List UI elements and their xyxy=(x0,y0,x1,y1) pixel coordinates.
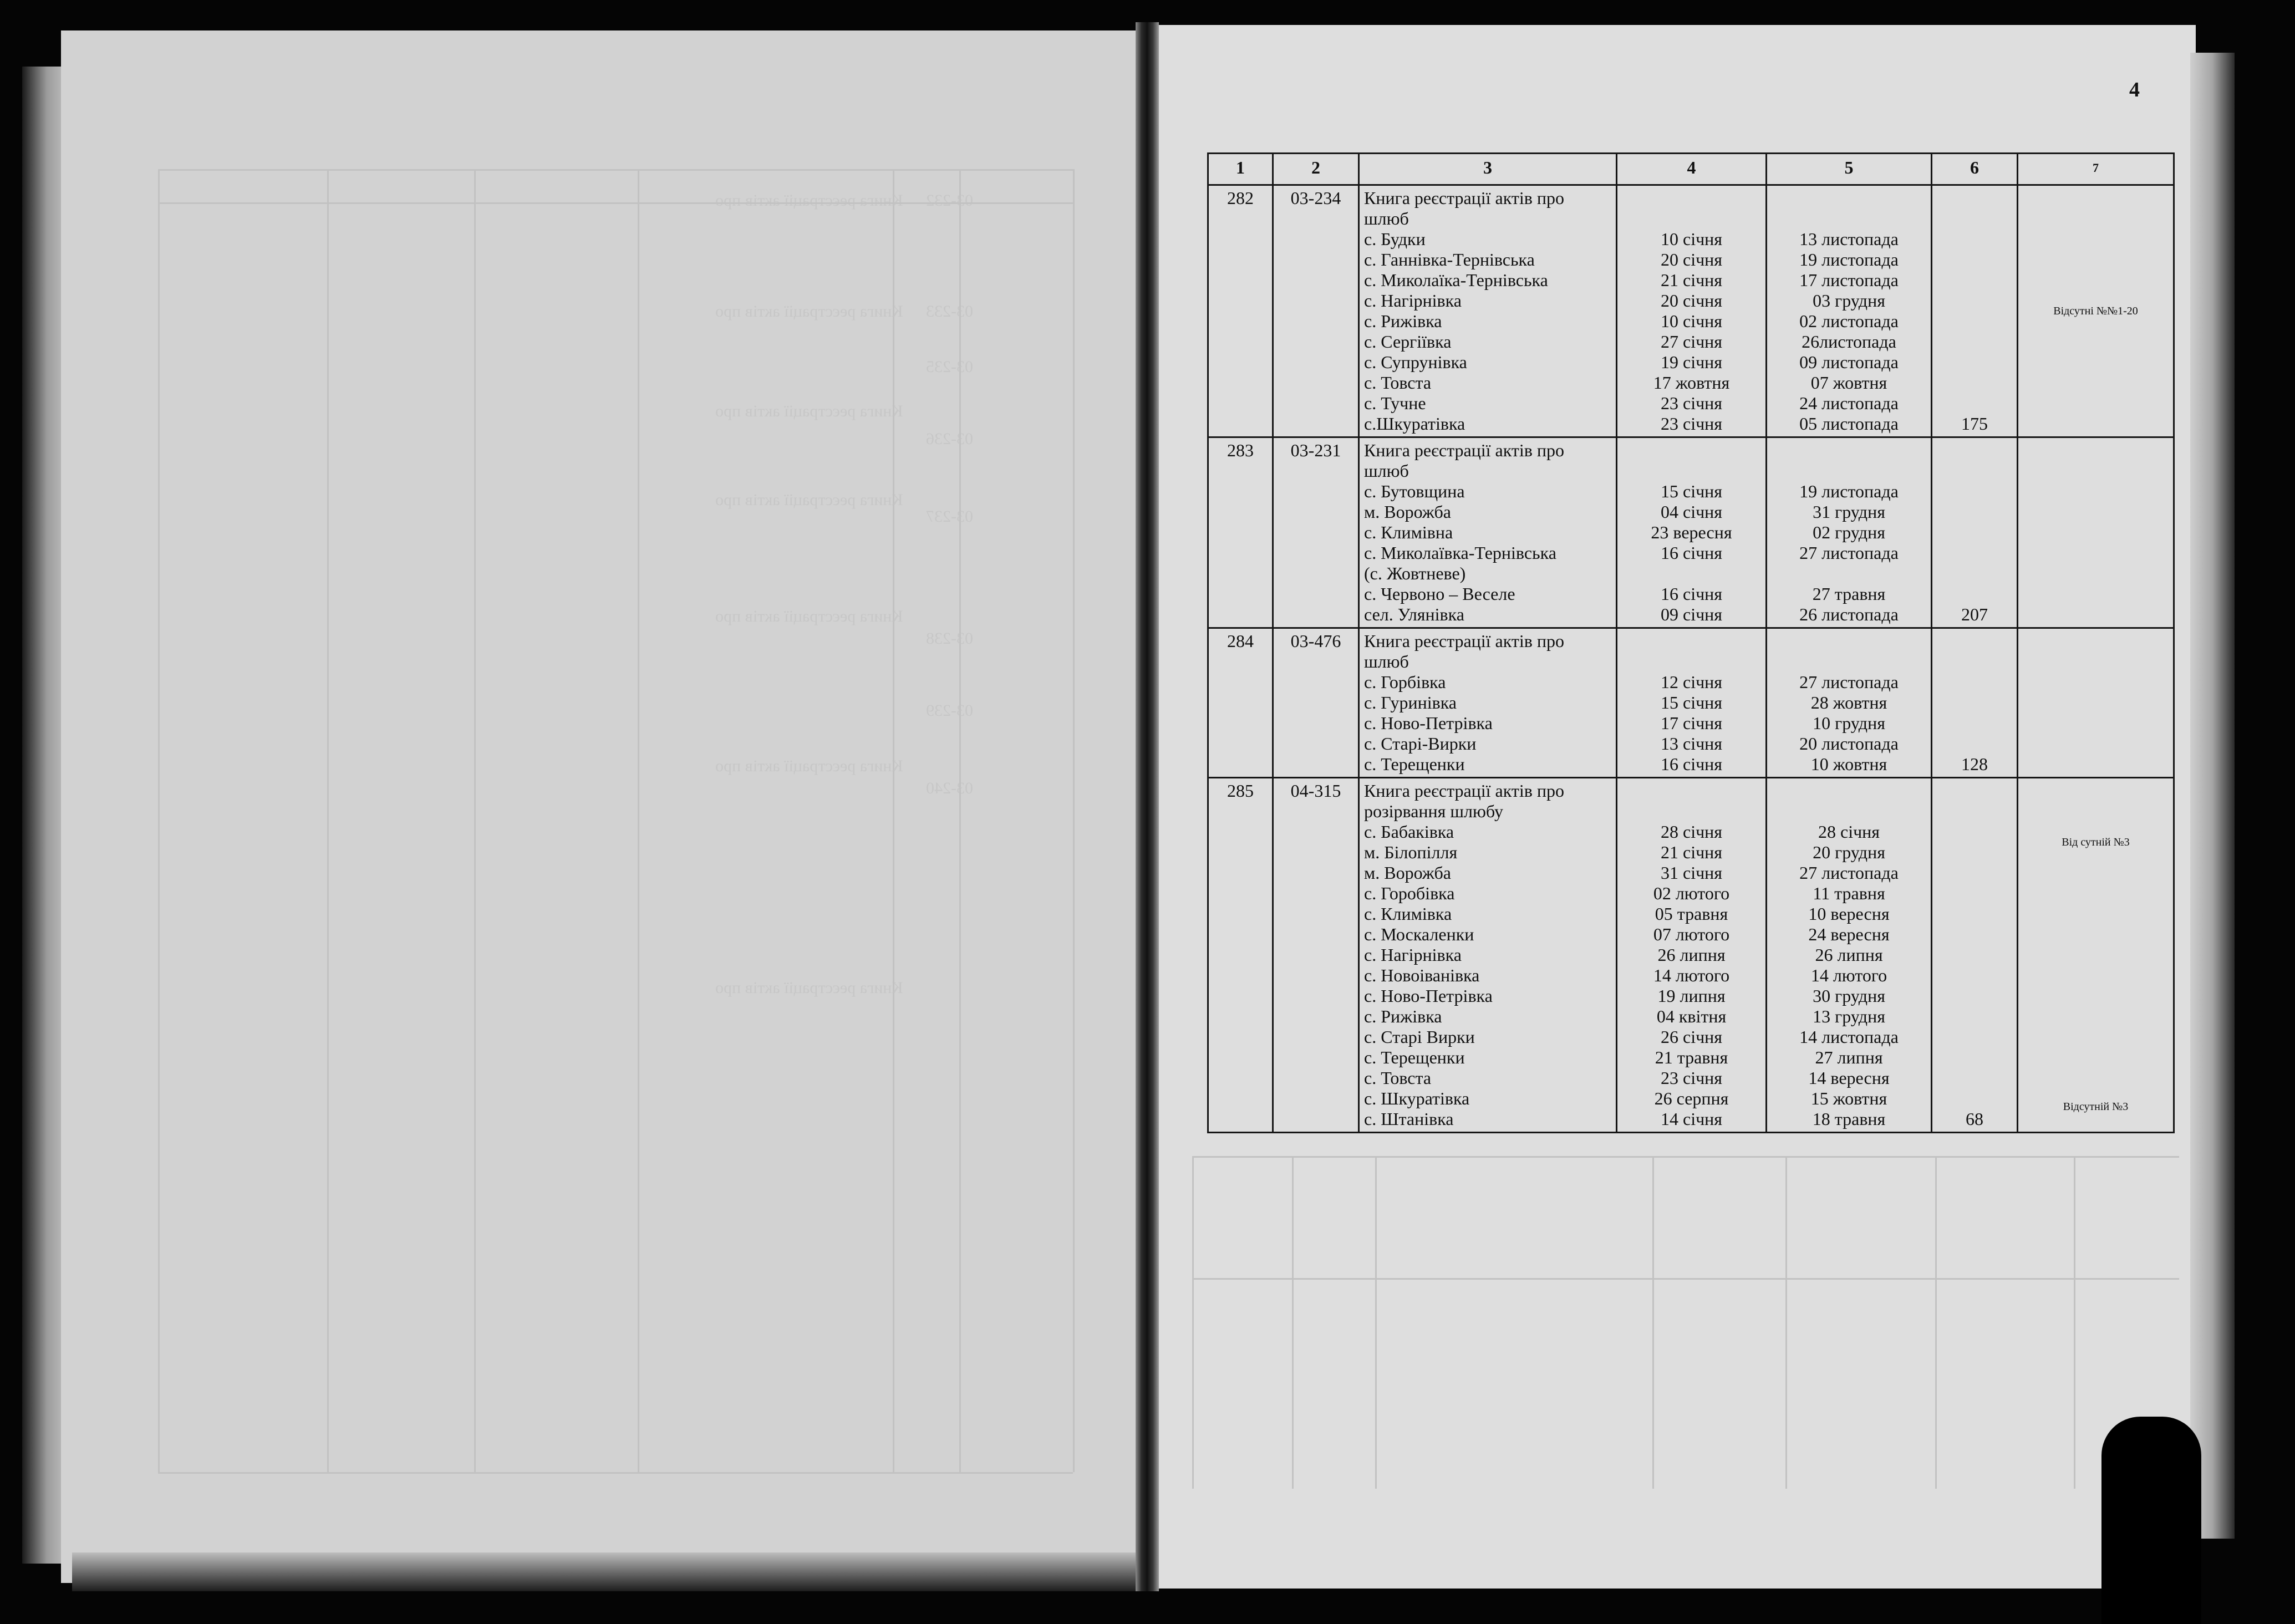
start-date: 04 січня xyxy=(1660,502,1723,522)
start-date: 14 лютого xyxy=(1653,965,1730,985)
thumb-shadow xyxy=(2101,1417,2201,1624)
ghost-rule xyxy=(893,169,894,1472)
ghost-entry: Книга реєстрації актів про xyxy=(715,191,903,210)
end-date: 14 листопада xyxy=(1799,1027,1899,1047)
ghost-rule xyxy=(1935,1156,1937,1489)
start-date: 19 січня xyxy=(1660,352,1723,372)
village-name: с. Старі Вирки xyxy=(1364,1027,1475,1047)
start-date: 05 травня xyxy=(1655,904,1728,924)
start-date: 16 січня xyxy=(1660,543,1723,563)
book-spine xyxy=(1136,22,1159,1591)
ghost-rule xyxy=(1073,169,1075,1472)
record-number: 283 xyxy=(1227,440,1254,460)
book-title: Книга реєстрації актів про розірвання шлюбу xyxy=(1364,781,1564,821)
village-name: с. Терещенки xyxy=(1364,754,1465,774)
ghost-number: 03-240 xyxy=(926,779,973,797)
ghost-rule xyxy=(474,169,476,1472)
start-date: 15 січня xyxy=(1660,481,1723,501)
page-number: 4 xyxy=(2129,78,2140,101)
village-name: с. Бабаківка xyxy=(1364,822,1454,842)
line-spacer xyxy=(1772,631,1926,672)
ghost-entry: Книга реєстрації актів про xyxy=(715,757,903,775)
village-name: с. Рижівка xyxy=(1364,311,1442,331)
start-date: 26 липня xyxy=(1657,945,1726,965)
village-name: с. Москаленки xyxy=(1364,924,1474,944)
end-date: 02 грудня xyxy=(1813,522,1885,542)
village-name: м. Білопілля xyxy=(1364,842,1458,862)
start-date: 21 січня xyxy=(1660,270,1723,290)
village-name: с. Червоно – Веселе xyxy=(1364,584,1515,604)
start-date-cell xyxy=(1617,185,1767,437)
col-header: 1 xyxy=(1208,154,1273,185)
end-date: 31 грудня xyxy=(1813,502,1885,522)
record-number: 285 xyxy=(1227,781,1254,801)
fund-code: 03-476 xyxy=(1290,631,1341,651)
record-number: 284 xyxy=(1227,631,1254,651)
left-page xyxy=(61,30,1142,1583)
start-date: 16 січня xyxy=(1660,584,1723,604)
fund-cell xyxy=(1273,778,1359,1133)
ghost-rule xyxy=(1785,1156,1787,1489)
village-name: с. Шкуратівка xyxy=(1364,1088,1470,1108)
sheet-count: 175 xyxy=(1961,414,1988,434)
village-name: с. Ново-Петрівка xyxy=(1364,986,1493,1006)
ghost-entry: Книга реєстрації актів про xyxy=(715,302,903,320)
note-text: Відсутній №3 xyxy=(2063,1100,2129,1113)
ghost-rule xyxy=(1652,1156,1654,1489)
end-date: 19 листопада xyxy=(1799,250,1899,269)
start-date: 23 січня xyxy=(1660,414,1723,434)
start-date: 21 січня xyxy=(1660,842,1723,862)
village-name: м. Ворожба xyxy=(1364,863,1451,883)
description-cell xyxy=(1359,437,1617,628)
start-date: 31 січня xyxy=(1660,863,1723,883)
table-row xyxy=(1208,437,2174,628)
sheet-count: 128 xyxy=(1961,754,1988,774)
start-date: 19 липня xyxy=(1657,986,1726,1006)
end-date: 14 вересня xyxy=(1808,1068,1890,1088)
ghost-rule xyxy=(1192,1278,2179,1280)
end-date: 26листопада xyxy=(1802,332,1896,352)
end-date: 18 травня xyxy=(1812,1109,1886,1129)
line-spacer xyxy=(1622,781,1761,822)
ghost-rule xyxy=(638,169,639,1472)
description-cell xyxy=(1359,778,1617,1133)
start-date: 28 січня xyxy=(1660,822,1723,842)
end-date-cell xyxy=(1767,778,1932,1133)
ghost-rule xyxy=(158,1472,1073,1474)
village-name: с. Тучне xyxy=(1364,393,1426,413)
col-header: 4 xyxy=(1617,154,1767,185)
book-title: Книга реєстрації актів про шлюб xyxy=(1364,188,1564,228)
ghost-rule xyxy=(327,169,329,1472)
end-date: 10 жовтня xyxy=(1810,754,1887,774)
table-header-row xyxy=(1208,154,2174,185)
left-page-bottom-edge xyxy=(72,1552,1153,1591)
line-spacer xyxy=(1772,188,1926,229)
ghost-number: 03-238 xyxy=(926,629,973,648)
book-title: Книга реєстрації актів про шлюб xyxy=(1364,631,1564,671)
end-date-cell xyxy=(1767,437,1932,628)
note-text: Відсутні №№1-20 xyxy=(2053,304,2138,317)
line-spacer xyxy=(1622,188,1761,229)
start-date: 17 жовтня xyxy=(1653,373,1730,393)
sheet-count: 207 xyxy=(1961,604,1988,624)
col-header: 2 xyxy=(1273,154,1359,185)
ghost-rule xyxy=(158,169,1073,171)
start-date: 09 січня xyxy=(1660,604,1723,624)
end-date: 07 жовтня xyxy=(1810,373,1887,393)
end-date: 28 жовтня xyxy=(1810,693,1887,712)
note-cell xyxy=(2018,437,2174,628)
ghost-rule xyxy=(1292,1156,1294,1489)
col-header: 6 xyxy=(1932,154,2018,185)
end-date xyxy=(1772,563,1926,584)
ghost-rule xyxy=(1375,1156,1377,1489)
end-date: 27 листопада xyxy=(1799,543,1899,563)
village-name: с. Горобівка xyxy=(1364,883,1455,903)
village-name: с. Климівка xyxy=(1364,904,1452,924)
sheet-count-cell xyxy=(1932,778,2018,1133)
end-date: 19 листопада xyxy=(1799,481,1899,501)
start-date-cell xyxy=(1617,628,1767,778)
end-date: 24 вересня xyxy=(1808,924,1890,944)
village-name: с. Сергіївка xyxy=(1364,332,1452,352)
village-name: с. Старі-Вирки xyxy=(1364,734,1477,754)
village-name: с. Бутовщина xyxy=(1364,481,1465,501)
village-name: с. Ново-Петрівка xyxy=(1364,713,1493,733)
start-date: 10 січня xyxy=(1660,311,1723,331)
end-date: 27 травня xyxy=(1812,584,1886,604)
start-date: 16 січня xyxy=(1660,754,1723,774)
col-header: 3 xyxy=(1359,154,1617,185)
end-date: 13 листопада xyxy=(1799,229,1899,249)
ghost-entry: Книга реєстрації актів про xyxy=(715,402,903,420)
start-date: 23 січня xyxy=(1660,393,1723,413)
record-number-cell xyxy=(1208,628,1273,778)
fund-code: 03-234 xyxy=(1290,188,1341,208)
note-text: Від сутній №3 xyxy=(2062,836,2130,848)
end-date: 27 листопада xyxy=(1799,672,1899,692)
end-date: 26 листопада xyxy=(1799,604,1899,624)
ghost-rule xyxy=(1192,1156,2179,1158)
line-spacer xyxy=(1622,440,1761,481)
end-date: 26 липня xyxy=(1815,945,1883,965)
record-number-cell xyxy=(1208,778,1273,1133)
description-cell xyxy=(1359,185,1617,437)
end-date: 27 липня xyxy=(1815,1047,1883,1067)
village-name: с. Терещенки xyxy=(1364,1047,1465,1067)
village-name: с. Штанівка xyxy=(1364,1109,1454,1129)
book-title: Книга реєстрації актів про шлюб xyxy=(1364,440,1564,481)
description-cell xyxy=(1359,628,1617,778)
start-date: 27 січня xyxy=(1660,332,1723,352)
start-date: 13 січня xyxy=(1660,734,1723,754)
start-date: 07 лютого xyxy=(1653,924,1730,944)
fund-cell xyxy=(1273,628,1359,778)
end-date: 03 грудня xyxy=(1813,291,1885,310)
start-date: 23 січня xyxy=(1660,1068,1723,1088)
village-name: с. Будки xyxy=(1364,229,1426,249)
end-date: 20 грудня xyxy=(1813,842,1885,862)
fund-cell xyxy=(1273,185,1359,437)
register-table xyxy=(1207,152,2175,1133)
start-date: 02 лютого xyxy=(1653,883,1730,903)
start-date: 20 січня xyxy=(1660,250,1723,269)
village-name: с. Рижівка xyxy=(1364,1006,1442,1026)
start-date: 23 вересня xyxy=(1651,522,1732,542)
end-date: 11 травня xyxy=(1813,883,1885,903)
end-date: 10 вересня xyxy=(1808,904,1890,924)
line-spacer xyxy=(1622,631,1761,672)
end-date-cell xyxy=(1767,185,1932,437)
end-date: 09 листопада xyxy=(1799,352,1899,372)
right-page-edge xyxy=(2190,53,2235,1539)
start-date: 20 січня xyxy=(1660,291,1723,310)
end-date: 15 жовтня xyxy=(1810,1088,1887,1108)
village-name: сел. Улянівка xyxy=(1364,604,1464,624)
ghost-number: 03-233 xyxy=(926,302,973,320)
fund-code: 04-315 xyxy=(1290,781,1341,801)
start-date: 17 січня xyxy=(1660,713,1723,733)
end-date: 05 листопада xyxy=(1799,414,1899,434)
col-header: 5 xyxy=(1767,154,1932,185)
ghost-number: 03-235 xyxy=(926,358,973,376)
record-number-cell xyxy=(1208,185,1273,437)
ghost-entry: Книга реєстрації актів про xyxy=(715,979,903,997)
start-date: 10 січня xyxy=(1660,229,1723,249)
start-date-cell xyxy=(1617,778,1767,1133)
note-cell xyxy=(2018,628,2174,778)
line-spacer xyxy=(1772,781,1926,822)
start-date: 21 травня xyxy=(1655,1047,1728,1067)
end-date: 20 листопада xyxy=(1799,734,1899,754)
record-number: 282 xyxy=(1227,188,1254,208)
ghost-rule xyxy=(2074,1156,2075,1489)
end-date: 14 лютого xyxy=(1810,965,1887,985)
village-name: с. Миколаївка-Тернівська xyxy=(1364,543,1556,563)
note-cell xyxy=(2018,778,2174,1133)
village-name: (с. Жовтневе) xyxy=(1364,563,1466,583)
end-date: 27 листопада xyxy=(1799,863,1899,883)
table-row xyxy=(1208,778,2174,1133)
end-date-cell xyxy=(1767,628,1932,778)
start-date-cell xyxy=(1617,437,1767,628)
village-name: с. Ганнівка-Тернівська xyxy=(1364,250,1535,269)
end-date: 13 грудня xyxy=(1813,1006,1885,1026)
sheet-count-cell xyxy=(1932,185,2018,437)
village-name: с. Климівна xyxy=(1364,522,1453,542)
village-name: с. Товста xyxy=(1364,373,1432,393)
village-name: с. Нагірнівка xyxy=(1364,291,1462,310)
note-text xyxy=(2023,522,2169,543)
fund-cell xyxy=(1273,437,1359,628)
note-text xyxy=(2023,693,2169,713)
village-name: с. Нагірнівка xyxy=(1364,945,1462,965)
end-date: 10 грудня xyxy=(1813,713,1885,733)
record-number-cell xyxy=(1208,437,1273,628)
end-date: 02 листопада xyxy=(1799,311,1899,331)
col-header: 7 xyxy=(2018,154,2174,185)
table-row xyxy=(1208,185,2174,437)
table-body xyxy=(1208,185,2174,1133)
start-date: 04 квітня xyxy=(1656,1006,1727,1026)
start-date xyxy=(1622,563,1761,584)
table-row xyxy=(1208,628,2174,778)
village-name: с. Горбівка xyxy=(1364,672,1446,692)
ghost-rule xyxy=(158,169,160,1472)
ghost-number: 03-232 xyxy=(926,191,973,210)
line-spacer xyxy=(1772,440,1926,481)
ghost-number: 03-239 xyxy=(926,701,973,720)
note-cell xyxy=(2018,185,2174,437)
ghost-number: 03-237 xyxy=(926,507,973,526)
fund-code: 03-231 xyxy=(1290,440,1341,460)
village-name: с. Гуринівка xyxy=(1364,693,1457,712)
ghost-entry: Книга реєстрації актів про xyxy=(715,491,903,509)
end-date: 30 грудня xyxy=(1813,986,1885,1006)
start-date: 14 січня xyxy=(1660,1109,1723,1129)
start-date: 12 січня xyxy=(1660,672,1723,692)
ghost-number: 03-236 xyxy=(926,430,973,448)
end-date: 24 листопада xyxy=(1799,393,1899,413)
village-name: с. Миколаїка-Тернівська xyxy=(1364,270,1548,290)
end-date: 28 січня xyxy=(1818,822,1880,842)
sheet-count-cell xyxy=(1932,437,2018,628)
start-date: 26 серпня xyxy=(1654,1088,1729,1108)
village-name: с. Новоіванівка xyxy=(1364,965,1480,985)
end-date: 17 листопада xyxy=(1799,270,1899,290)
village-name: м. Ворожба xyxy=(1364,502,1451,522)
ghost-rule xyxy=(1192,1156,1194,1489)
village-name: с. Товста xyxy=(1364,1068,1432,1088)
ghost-entry: Книга реєстрації актів про xyxy=(715,607,903,625)
village-name: с.Шкуратівка xyxy=(1364,414,1465,434)
start-date: 15 січня xyxy=(1660,693,1723,712)
sheet-count-cell xyxy=(1932,628,2018,778)
village-name: с. Супрунівка xyxy=(1364,352,1467,372)
start-date: 26 січня xyxy=(1660,1027,1723,1047)
sheet-count: 68 xyxy=(1966,1109,1983,1129)
